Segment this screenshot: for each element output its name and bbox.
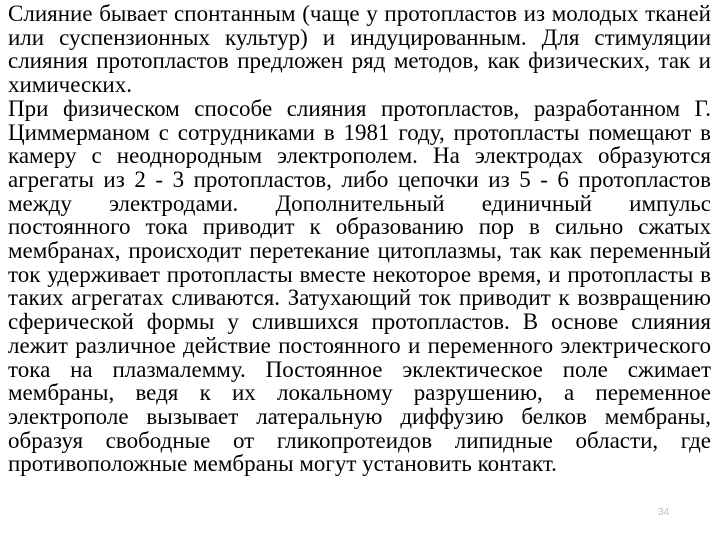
paragraph-physical-method: При физическом способе слияния протопластов, разработанном Г. Циммерманом с сотрудниками в 1981 году, протопласты помещают в камеру с неоднородным электрополем. На электродах образуются агрегаты из 2 - 3 протопластов, либо цепочки из 5 - 6 протопластов между электродами. Дополнительный единичный импульс постоянного тока приводит к образованию пор в сильно сжатых мембранах, происходит перетекание цитоплазмы, так как переменный ток удерживает протопласты вместе некоторое время, и протопласты в таких агрегатах сливаются. Затухающий ток приводит к возвращению сферической формы у слившихся протопластов. В основе слияния лежит различное действие постоянного и переменного электрического тока на плазмалемму. Постоянное эклектическое поле сжимает мембраны, ведя к их локальному разрушению, а переменное электрополе вызывает латеральную диффузию белков мембраны, образуя свободные от гликопротеидов липидные области, где противоположные мембраны могут установить контакт. bbox=[8, 95, 711, 477]
paragraph-intro: Слияние бывает спонтанным (чаще у протопластов из молодых тканей или суспензионных культур) и индуцированным. Для стимуляции слияния протопластов предложен ряд методов, как физических, так и химических. bbox=[8, 1, 711, 98]
text-body bbox=[8, 2, 711, 476]
page-number: 34 bbox=[658, 507, 670, 518]
